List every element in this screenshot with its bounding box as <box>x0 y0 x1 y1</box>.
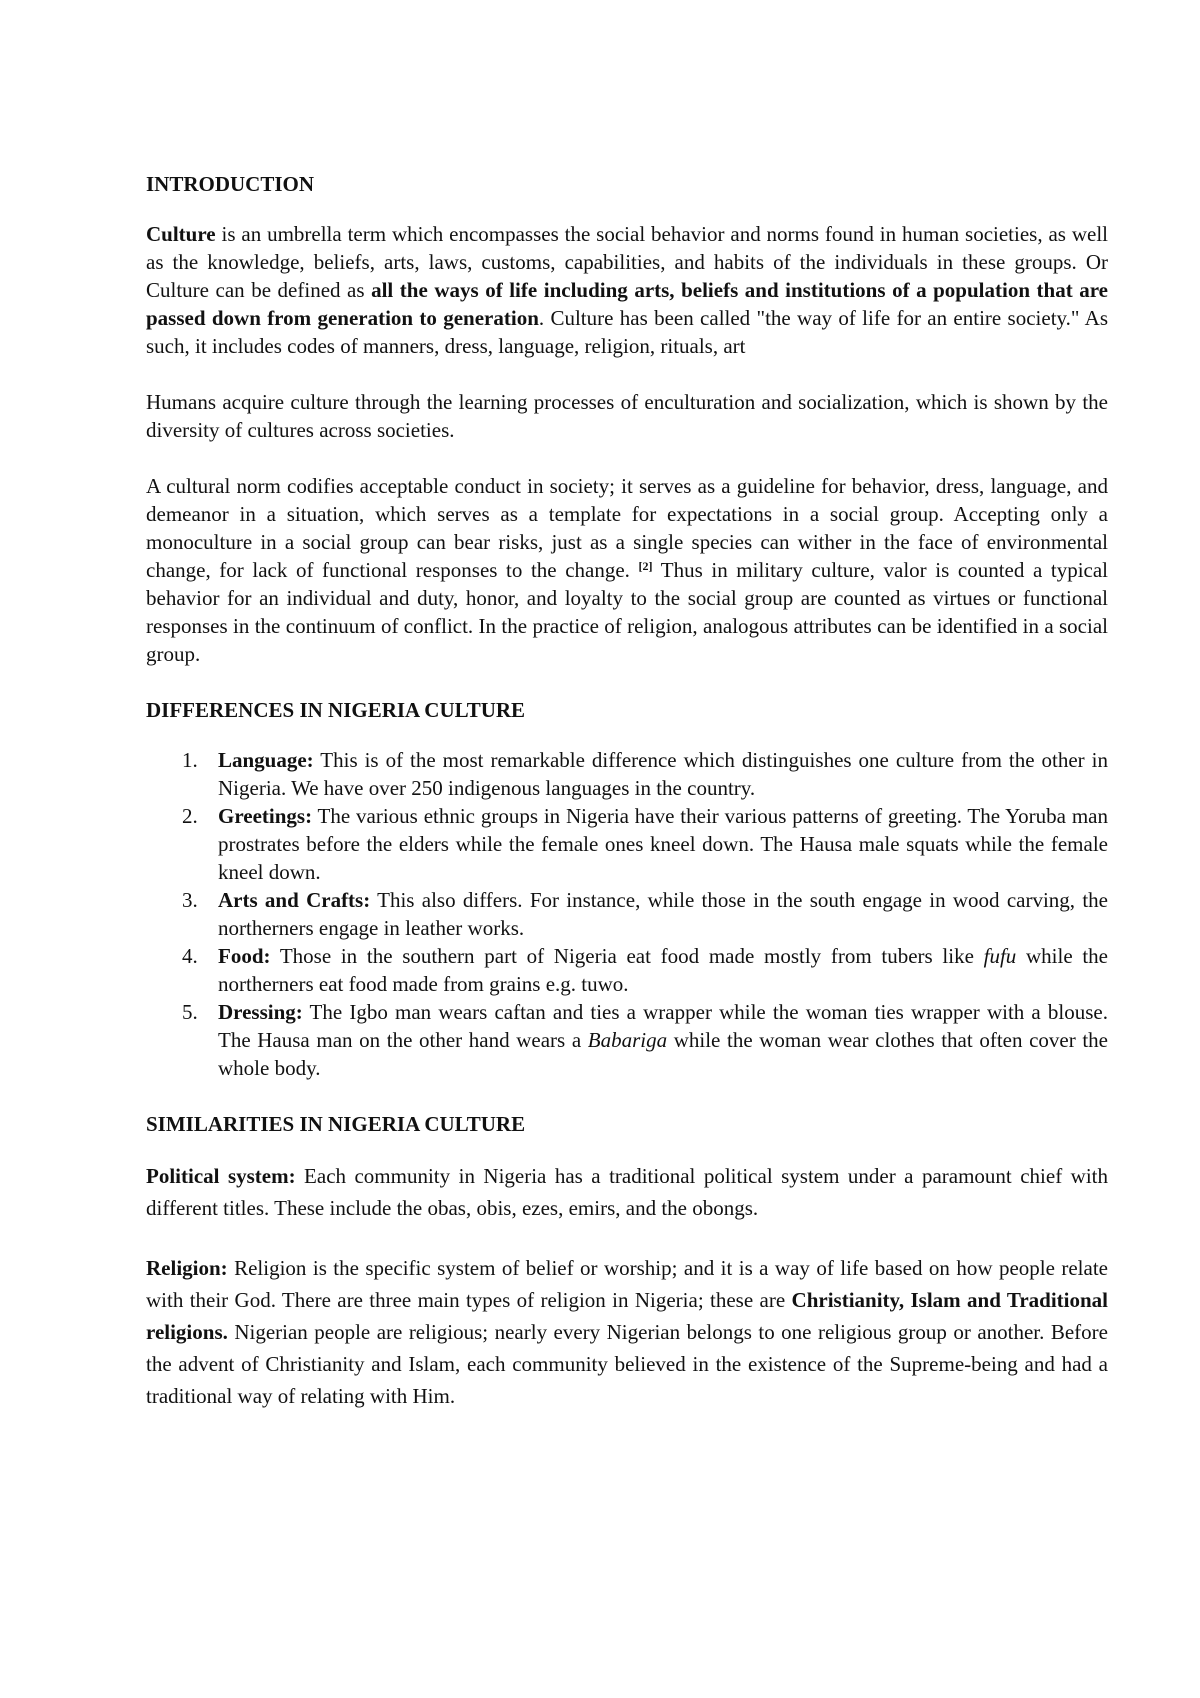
religion-types-bold: Christianity, Islam and Traditional religions. <box>146 1288 1108 1344</box>
political-system-paragraph: Political system: Each community in Nigeria has a traditional political system under a paramount chief with different titles. These include the obas, obis, ezes, emirs, and the obongs. <box>146 1164 1108 1220</box>
list-number: 1. <box>182 748 198 772</box>
similarities-heading: SIMILARITIES IN NIGERIA CULTURE <box>146 1112 526 1136</box>
list-item: 1. Language: This is of the most remarkable difference which distinguishes one culture from the other in Nigeria. We have over 250 indigenous languages in the country. <box>182 748 1108 800</box>
item-label: Dressing: <box>218 1000 303 1024</box>
political-label: Political system: <box>146 1164 296 1188</box>
cultural-norm-paragraph: A cultural norm codifies acceptable conduct in society; it serves as a guideline for behavior, dress, language, and demeanor in a situation, which serves as a template for expectations in a social group. Accepting only a monoculture in a social group can bear risks, just as a single species can wither in the face of environmental change, for lack of functional responses to the change. [2] Thus in military culture, valor is counted a typical behavior for an individual and duty, honor, and loyalty to the social group are counted as virtues or functional responses in the continuum of conflict. In the practice of religion, analogous attributes can be identified in a social group. <box>146 474 1109 666</box>
culture-definition-paragraph: Culture is an umbrella term which encompasses the social behavior and norms found in human societies, as well as the knowledge, beliefs, arts, laws, customs, capabilities, and habits of the individuals in these groups. Or Culture can be defined as all the ways of life including arts, beliefs and institutions of a population that are passed down from generation to generation. Culture has been called "the way of life for an entire society." As such, it includes codes of manners, dress, language, religion, rituals, art <box>146 222 1109 358</box>
item-label: Arts and Crafts: <box>218 888 371 912</box>
introduction-heading: INTRODUCTION <box>146 172 315 196</box>
differences-list <box>146 746 1108 1082</box>
list-item: 5. Dressing: The Igbo man wears caftan and ties a wrapper while the woman ties wrapper with a blouse. The Hausa man on the other hand wears a Babariga while the woman wear clothes that often cover the whole body. <box>182 1000 1109 1080</box>
list-number: 5. <box>182 1000 198 1024</box>
list-item: 4. Food: Those in the southern part of Nigeria eat food made mostly from tubers like fufu while the northerners eat food made from grains e.g. tuwo. <box>182 944 1108 996</box>
differences-heading: DIFFERENCES IN NIGERIA CULTURE <box>146 698 526 722</box>
citation-ref: [2] <box>638 559 653 573</box>
culture-definition-bold: all the ways of life including arts, beliefs and institutions of a population that are passed down from generation to generation <box>146 278 1108 330</box>
italic-term: fufu <box>983 944 1017 968</box>
italic-term: Babariga <box>587 1028 668 1052</box>
list-item: 2. Greetings: The various ethnic groups in Nigeria have their various patterns of greeting. The Yoruba man prostrates before the elders while the female ones kneel down. The Hausa male squats while the female kneel down. <box>182 804 1108 884</box>
item-label: Greetings: <box>218 804 313 828</box>
document-page <box>146 170 1108 1440</box>
religion-label: Religion: <box>146 1256 228 1280</box>
list-number: 2. <box>182 804 198 828</box>
list-number: 3. <box>182 888 198 912</box>
religion-paragraph: Religion: Religion is the specific system of belief or worship; and it is a way of life based on how people relate with their God. There are three main types of religion in Nigeria; these are Christianity, Islam and Traditional religions. Nigerian people are religious; nearly every Nigerian belongs to one religious group or another. Before the advent of Christianity and Islam, each community believed in the existence of the Supreme-being and had a traditional way of relating with Him. <box>146 1256 1108 1408</box>
item-label: Language: <box>218 748 314 772</box>
culture-term: Culture <box>146 222 216 246</box>
list-number: 4. <box>182 944 198 968</box>
item-label: Food: <box>218 944 271 968</box>
list-item: 3. Arts and Crafts: This also differs. For instance, while those in the south engage in wood carving, the northerners engage in leather works. <box>182 888 1108 940</box>
acquire-culture-paragraph: Humans acquire culture through the learning processes of enculturation and socialization, which is shown by the diversity of cultures across societies. <box>146 390 1108 442</box>
